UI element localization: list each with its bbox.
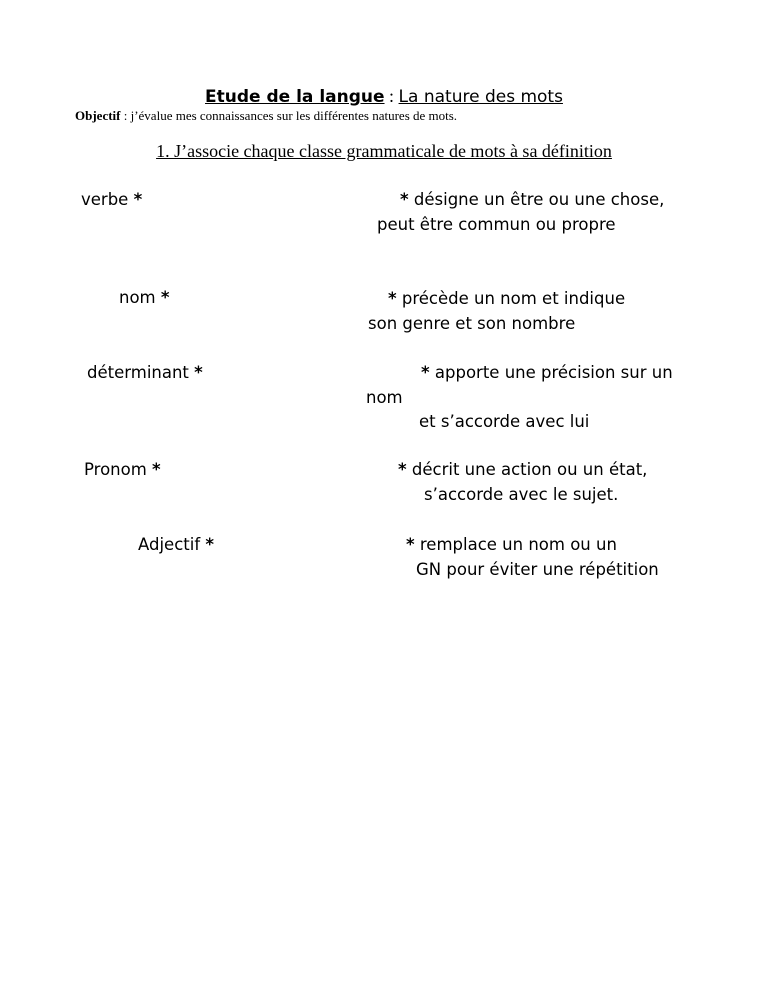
- word-verbe: [81, 187, 142, 212]
- definition-determinant-line2: son genre et son nombre: [368, 314, 576, 333]
- star-marker: *: [160, 288, 170, 307]
- star-marker: *: [421, 363, 430, 382]
- word-label: Pronom: [84, 460, 153, 479]
- definition-verbe-line2: s’accorde avec le sujet.: [424, 485, 619, 504]
- definition-line: précède un nom et indique: [396, 289, 626, 308]
- definition-adjectif: [421, 360, 673, 385]
- star-marker: *: [205, 535, 215, 554]
- word-label: nom: [119, 288, 161, 307]
- word-pronom: [84, 457, 161, 482]
- definition-pronom: [406, 532, 617, 557]
- definition-line: désigne un être ou une chose,: [408, 190, 665, 209]
- word-label: déterminant: [87, 363, 195, 382]
- star-marker: *: [133, 190, 143, 209]
- title-separator: :: [384, 86, 399, 106]
- objective-label: Objectif: [75, 108, 121, 123]
- word-adjectif: [138, 532, 214, 557]
- definition-pronom-line2: GN pour éviter une répétition: [416, 560, 659, 579]
- word-nom: [119, 285, 170, 310]
- title-subject: La nature des mots: [398, 87, 563, 107]
- star-marker: *: [194, 363, 203, 382]
- definition-adjectif-line3: et s’accorde avec lui: [419, 412, 590, 431]
- star-marker: *: [152, 460, 161, 479]
- star-marker: *: [398, 460, 407, 479]
- word-determinant: [87, 360, 203, 385]
- section-title: 1. J’associe chaque classe grammaticale de mots à sa définition: [156, 141, 612, 161]
- definition-nom-line2: peut être commun ou propre: [377, 215, 616, 234]
- objective-line: [75, 108, 457, 124]
- definition-line: décrit une action ou un état,: [406, 460, 648, 479]
- title-main: Etude de la langue: [205, 87, 385, 107]
- definition-line: remplace un nom ou un: [414, 535, 617, 554]
- star-marker: *: [400, 190, 409, 209]
- page-title: [0, 86, 768, 107]
- word-label: verbe: [81, 190, 134, 209]
- definition-line: apporte une précision sur un: [429, 363, 673, 382]
- definition-determinant: [388, 286, 625, 311]
- word-label: Adjectif: [138, 535, 206, 554]
- definition-adjectif-line2: nom: [366, 388, 403, 407]
- definition-verbe: [398, 457, 647, 482]
- objective-text: : j’évalue mes connaissances sur les différentes natures de mots.: [120, 108, 458, 123]
- star-marker: *: [388, 289, 397, 308]
- definition-nom: [400, 187, 664, 212]
- star-marker: *: [406, 535, 415, 554]
